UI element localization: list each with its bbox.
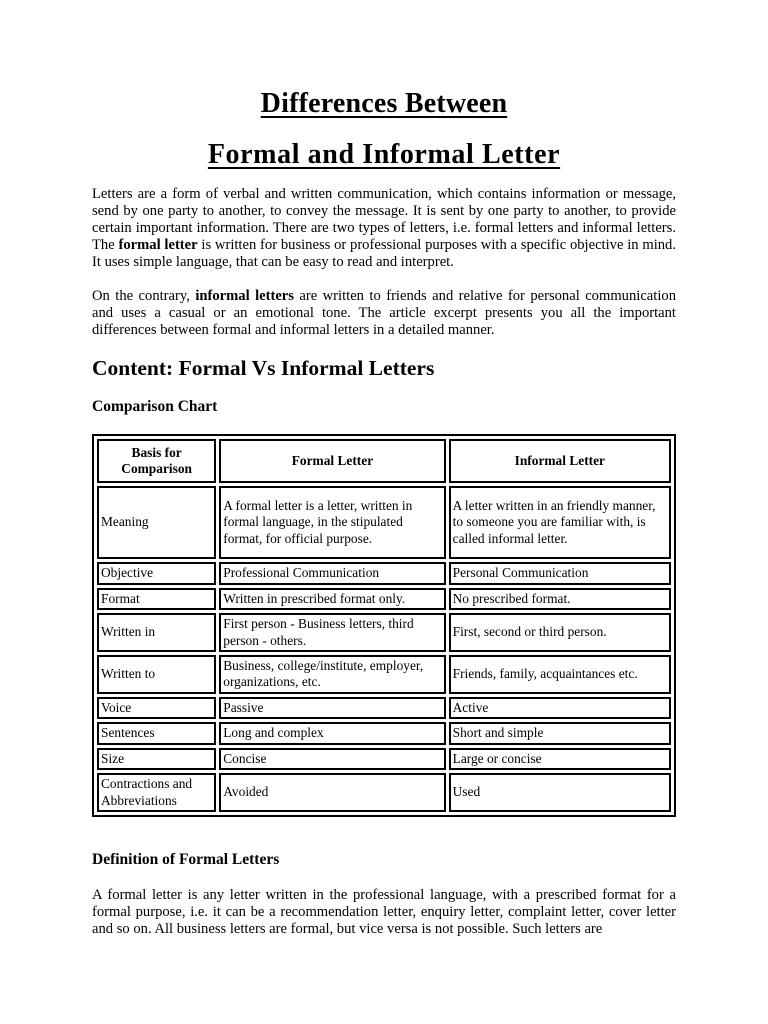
- content-heading: Content: Formal Vs Informal Letters: [92, 356, 435, 380]
- table-cell: Contractions and Abbreviations: [97, 773, 216, 812]
- comparison-table: [94, 436, 674, 815]
- table-cell: Long and complex: [219, 722, 445, 744]
- table-cell: Format: [97, 588, 216, 610]
- table-header-cell: Informal Letter: [449, 439, 671, 483]
- table-cell: Personal Communication: [449, 562, 671, 584]
- table-cell: Friends, family, acquaintances etc.: [449, 655, 671, 694]
- table-cell: Large or concise: [449, 748, 671, 770]
- table-row: [97, 773, 671, 812]
- table-cell: Objective: [97, 562, 216, 584]
- table-row: [97, 697, 671, 719]
- table-header-cell: Formal Letter: [219, 439, 445, 483]
- comparison-table-frame: [92, 434, 676, 817]
- table-cell: Written in prescribed format only.: [219, 588, 445, 610]
- table-cell: Written to: [97, 655, 216, 694]
- table-row: [97, 486, 671, 559]
- table-cell: Professional Communication: [219, 562, 445, 584]
- table-cell: A letter written in an friendly manner, to someone you are familiar with, is called informal letter.: [449, 486, 671, 559]
- table-row: [97, 613, 671, 652]
- title-line-2: Formal and Informal Letter: [207, 139, 561, 170]
- table-row: [97, 588, 671, 610]
- table-cell: First, second or third person.: [449, 613, 671, 652]
- table-cell: Avoided: [219, 773, 445, 812]
- intro-paragraph-2: [92, 288, 676, 339]
- table-cell: Voice: [97, 697, 216, 719]
- table-row: [97, 655, 671, 694]
- definition-paragraph: A formal letter is any letter written in the professional language, with a prescribed format for a formal purpose, i.e. it can be a recommendation letter, enquiry letter, complaint letter, cover letter and so on. All business letters are formal, but vice versa is not possible. Such letters are: [92, 887, 676, 937]
- intro-text: On the contrary,: [92, 288, 196, 304]
- intro-bold-term: formal letter: [118, 237, 198, 253]
- table-cell: Meaning: [97, 486, 216, 559]
- table-row: [97, 748, 671, 770]
- table-header-row: [97, 439, 671, 483]
- table-cell: Concise: [219, 748, 445, 770]
- table-cell: First person - Business letters, third person - others.: [219, 613, 445, 652]
- comparison-chart-heading: Comparison Chart: [92, 398, 218, 415]
- table-cell: Passive: [219, 697, 445, 719]
- intro-text: are written to friends and relative for personal communication and uses a casual or an emotional tone. The article excerpt presents you all the important differences between formal and informal letters in a detailed manner.: [92, 288, 676, 338]
- table-header-cell: Basis for Comparison: [97, 439, 216, 483]
- table-row: [97, 562, 671, 584]
- intro-paragraph-1: [92, 186, 676, 271]
- table-cell: Short and simple: [449, 722, 671, 744]
- table-cell: No prescribed format.: [449, 588, 671, 610]
- table-row: [97, 722, 671, 744]
- table-cell: Used: [449, 773, 671, 812]
- table-cell: Active: [449, 697, 671, 719]
- definition-heading: Definition of Formal Letters: [92, 851, 280, 868]
- intro-text: Letters are a form of verbal and written communication, which contains information or message, send by one party to another, to convey the message. It is sent by one party to another, to provide certain important information. There are two types of letters, i.e. formal letters and informal letters. The: [92, 186, 676, 253]
- table-cell: A formal letter is a letter, written in formal language, in the stipulated format, for official purpose.: [219, 486, 445, 559]
- table-cell: Sentences: [97, 722, 216, 744]
- intro-text: is written for business or professional purposes with a specific objective in mind. It uses simple language, that can be easy to read and interpret.: [92, 237, 677, 270]
- table-cell: Size: [97, 748, 216, 770]
- table-cell: Written in: [97, 613, 216, 652]
- table-cell: Business, college/institute, employer, organizations, etc.: [219, 655, 445, 694]
- title-line-1: Differences Between: [260, 88, 508, 119]
- intro-bold-term: informal letters: [195, 288, 294, 304]
